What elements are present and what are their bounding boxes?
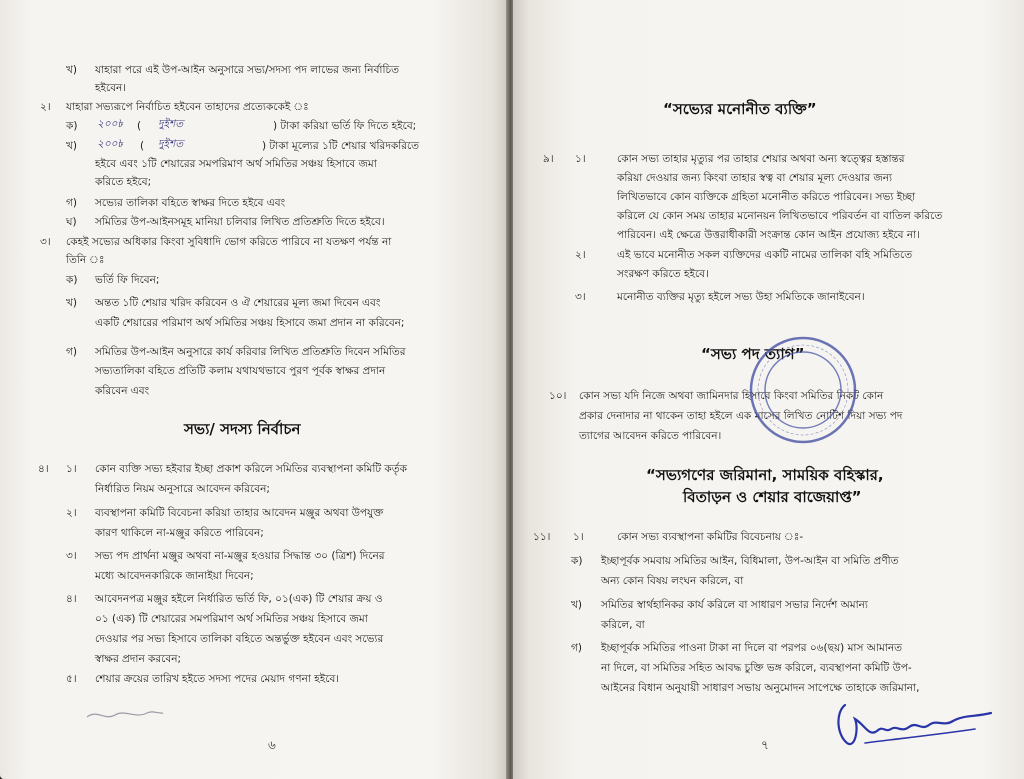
section-heading: বিতাড়ন ও শেয়ার বাজেয়াপ্ত”	[683, 488, 862, 506]
text-line: (	[140, 140, 145, 152]
text-line: (	[137, 120, 142, 132]
text-line: মনোনীত ব্যক্তির মৃত্যু হইলে সভ্য উহা সমিতিকে জানাইবেন।	[617, 291, 865, 303]
text-line: অন্তত ১টি শেয়ার খরিদ করিবেন ও ঐ শেয়ারের মূল্য জমা দিবেন এবং	[95, 297, 381, 309]
item-marker: খ)	[66, 140, 77, 152]
text-line: করিলে যে কোন সময় তাহার মনোনয়ন লিখিতভাবে পরিবর্তন বা বাতিল করিতে	[617, 210, 943, 222]
handwritten-fee: ২০০৳	[97, 138, 123, 150]
section-heading: “সভ্যগণের জরিমানা, সাময়িক বহিস্কার,	[646, 466, 884, 484]
pencil-signature	[85, 705, 165, 725]
text-line: সভ্য পদ প্রার্থনা মঞ্জুর অথবা না-মঞ্জুর হওয়ার সিদ্ধান্ত ৩০ (ত্রিশ) দিনের	[95, 550, 385, 562]
text-line: প্রকার দেনাদার না থাকেন তাহা হইলে এক মাসের লিখিত নোটিশ দিয়া সভ্য পদ	[579, 410, 903, 422]
text-line: সংরক্ষণ করিতে হইবে।	[617, 268, 709, 280]
text-line: সমিতির উপ-আইন অনুসারে কার্য করিবার লিখিত প্রতিশ্রুতি দিবেন সমিতির	[95, 346, 406, 358]
item-marker: ৩।	[575, 291, 586, 303]
text-line: যাহারা পরে এই উপ-আইন অনুসারে সভ্য/সদস্য পদ লাভের জন্য নির্বাচিত	[95, 64, 400, 76]
item-marker: খ)	[571, 599, 582, 611]
section-heading: সভ্য/ সদস্য নির্বাচন	[184, 420, 301, 438]
text-line: কারণ থাকিলে না-মঞ্জুর করিতে পারিবেন;	[95, 527, 264, 539]
text-line: সভ্যের তালিকা বহিতে স্বাক্ষর দিতে হইবে এবং	[95, 197, 286, 209]
handwritten-fee-words: দুইশত	[158, 118, 184, 130]
text-line: হইবে এবং ১টি শেয়ারের সমপরিমাণ অর্থ সমিতির সঞ্চয় হিসাবে জমা	[95, 158, 377, 170]
text-line: অন্য কোন বিষয় লংঘন করিলে, বা	[601, 575, 744, 587]
text-line: সভ্যতালিকা বহিতে প্রতিটি কলাম যথাযথভাবে পুরণ পূর্বক স্বাক্ষর প্রদান	[95, 365, 386, 377]
section-number: ৪।	[38, 463, 49, 475]
text-line: দেওয়ার পর সভ্য হিসাবে তালিকা বহিতে অন্তর্ভুক্ত হইবেন এবং সভ্যের	[95, 633, 384, 645]
text-line: আইনের বিধান অনুযায়ী সাধারণ সভায় অনুমোদন সাপেক্ষে তাহাকে জরিমানা,	[601, 682, 920, 694]
signature	[825, 695, 995, 750]
text-line: শেয়ার ক্রয়ের তারিখ হইতে সদস্য পদের মেয়াদ গণনা হইবে।	[95, 673, 340, 685]
section-number: ১০।	[549, 390, 567, 402]
text-line: ত্যাগের আবেদন করিতে পারিবেন।	[579, 430, 722, 442]
text-line: হইবেন।	[95, 82, 127, 94]
item-marker: ২।	[66, 507, 77, 519]
left-page	[0, 0, 508, 779]
text-line: যাহারা সভ্যরূপে নির্বাচিত হইবেন তাহাদের প্রত্যেককেই ঃ	[66, 101, 309, 113]
text-line: কোন সভ্য তাহার মৃত্যুর পর তাহার শেয়ার অথবা অন্য স্বত্ত্বের হস্তান্তর	[617, 153, 905, 165]
item-marker: ৫।	[66, 673, 77, 685]
text-line: মধ্যে আবেদনকারিকে জানাইয়া দিবেন;	[95, 570, 254, 582]
item-marker: খ)	[66, 64, 77, 76]
text-line: করিবেন এবং	[95, 385, 150, 397]
handwritten-fee-words: দুইশত	[158, 138, 184, 150]
item-marker: ক)	[66, 120, 78, 132]
text-line: সমিতির স্বার্থহানিকর কার্য করিলে বা সাধারণ সভার নির্দেশ অমান্য	[601, 599, 868, 611]
item-marker: ক)	[66, 274, 78, 286]
text-line: ) টাকা মূল্যের ১টি শেয়ার খরিদকরিতে	[262, 140, 420, 152]
text-line: এই ভাবে মনোনীত সকল ব্যক্তিদের একটি নামের তালিকা বহি সমিতিতে	[617, 249, 913, 261]
handwritten-fee: ২০০৳	[97, 118, 123, 130]
item-marker: ৩।	[40, 236, 51, 248]
seal-stamp	[748, 335, 858, 445]
text-line: ইচ্ছাপূর্বক সমবায় সমিতির আইন, বিধিমালা, উপ-আইন বা সমিতি প্রণীত	[601, 555, 899, 567]
item-marker: ১।	[575, 153, 586, 165]
text-line: কেহই সভ্যের অধিকার কিংবা সুবিধাদি ভোগ করিতে পারিবে না যতক্ষণ পর্যন্ত না	[66, 236, 392, 248]
text-line: নির্ধারিত নিয়ম অনুসারে আবেদন করিবেন;	[95, 483, 270, 495]
text-line: কোন সভ্য যদি নিজে অথবা জামিনদার হিসাবে কিংবা সমিতির নিকট কোন	[579, 390, 884, 402]
text-line: আবেদনপত্র মঞ্জুর হইলে নির্ধারিত ভর্তি ফি, ০১(এক) টি শেয়ার ক্রয় ও	[95, 593, 383, 605]
item-marker: খ)	[66, 297, 77, 309]
text-line: লিখিতভাবে কোন ব্যক্তিকে গ্রহিতা মনোনীত করিতে পারিবেন। সভ্য ইচ্ছা	[617, 191, 916, 203]
text-line: ০১ (এক) টি শেয়ারের সমপরিমাণ অর্থ সমিতির সঞ্চয় হিসাবে জমা	[95, 613, 368, 625]
item-marker: ৪।	[66, 593, 77, 605]
text-line: স্বাক্ষর প্রদান করবেন;	[95, 653, 182, 665]
text-line: কোন ব্যক্তি সভ্য হইবার ইচ্ছা প্রকাশ করিলে সমিতির ব্যবস্থাপনা কমিটি কর্তৃক	[95, 463, 407, 475]
item-marker: ২।	[40, 101, 51, 113]
text-line: তিনি ঃ	[66, 254, 105, 266]
section-number: ১১।	[533, 531, 551, 543]
item-marker: ঘ)	[66, 216, 77, 228]
text-line: পারিবেন। এই ক্ষেত্রে উত্তরাধীকারী সংক্রান্ত কোন আইন প্রযোজ্য হইবে না।	[617, 229, 920, 241]
item-marker: ১।	[66, 463, 77, 475]
item-marker: ২।	[575, 249, 586, 261]
text-line: ব্যবস্থাপনা কমিটি বিবেচনা করিয়া তাহার আবেদন মঞ্জুর অথবা উপযুক্ত	[95, 507, 384, 519]
item-marker: ১।	[573, 531, 584, 543]
item-marker: ৩।	[66, 550, 77, 562]
text-line: ) টাকা করিয়া ভর্তি ফি দিতে হইবে;	[273, 120, 417, 132]
page-number: ৭	[761, 738, 769, 752]
text-line: না দিলে, বা সমিতির সহিত আবদ্ধ চুক্তি ভঙ্গ করিলে, ব্যবস্থাপনা কমিটি উপ-	[601, 662, 912, 674]
section-heading: “সভ্য পদ ত্যাগ”	[701, 345, 805, 363]
section-heading: “সভ্যের মনোনীত ব্যক্তি”	[663, 100, 817, 118]
item-marker: গ)	[571, 642, 582, 654]
page-number: ৬	[268, 738, 276, 752]
item-marker: গ)	[66, 346, 77, 358]
text-line: করিতে হইবে;	[95, 176, 152, 188]
item-marker: গ)	[66, 197, 77, 209]
text-line: করিলে, বা	[601, 619, 645, 631]
text-line: ইচ্ছাপূর্বক সমিতির পাওনা টাকা না দিলে বা পরপর ০৬(ছয়) মাস আমানত	[601, 642, 902, 654]
text-line: করিয়া দেওয়ার জন্য কিংবা তাহার স্বত্ব বা শেয়ার মূল্য দেওয়ার জন্য	[617, 172, 893, 184]
section-number: ৯।	[543, 153, 554, 165]
text-line: একটি শেয়ারের পরিমাণ অর্থ সমিতির সঞ্চয় হিসাবে জমা প্রদান না করিবেন;	[95, 317, 405, 329]
text-line: সমিতির উপ-আইনসমূহ মানিয়া চলিবার লিখিত প্রতিশ্রুতি দিতে হইবে।	[95, 216, 385, 228]
text-line: কোন সভ্য ব্যবস্থাপনা কমিটির বিবেচনায় ঃ-	[617, 531, 804, 543]
item-marker: ক)	[571, 555, 583, 567]
text-line: ভর্তি ফি দিবেন;	[95, 274, 160, 286]
